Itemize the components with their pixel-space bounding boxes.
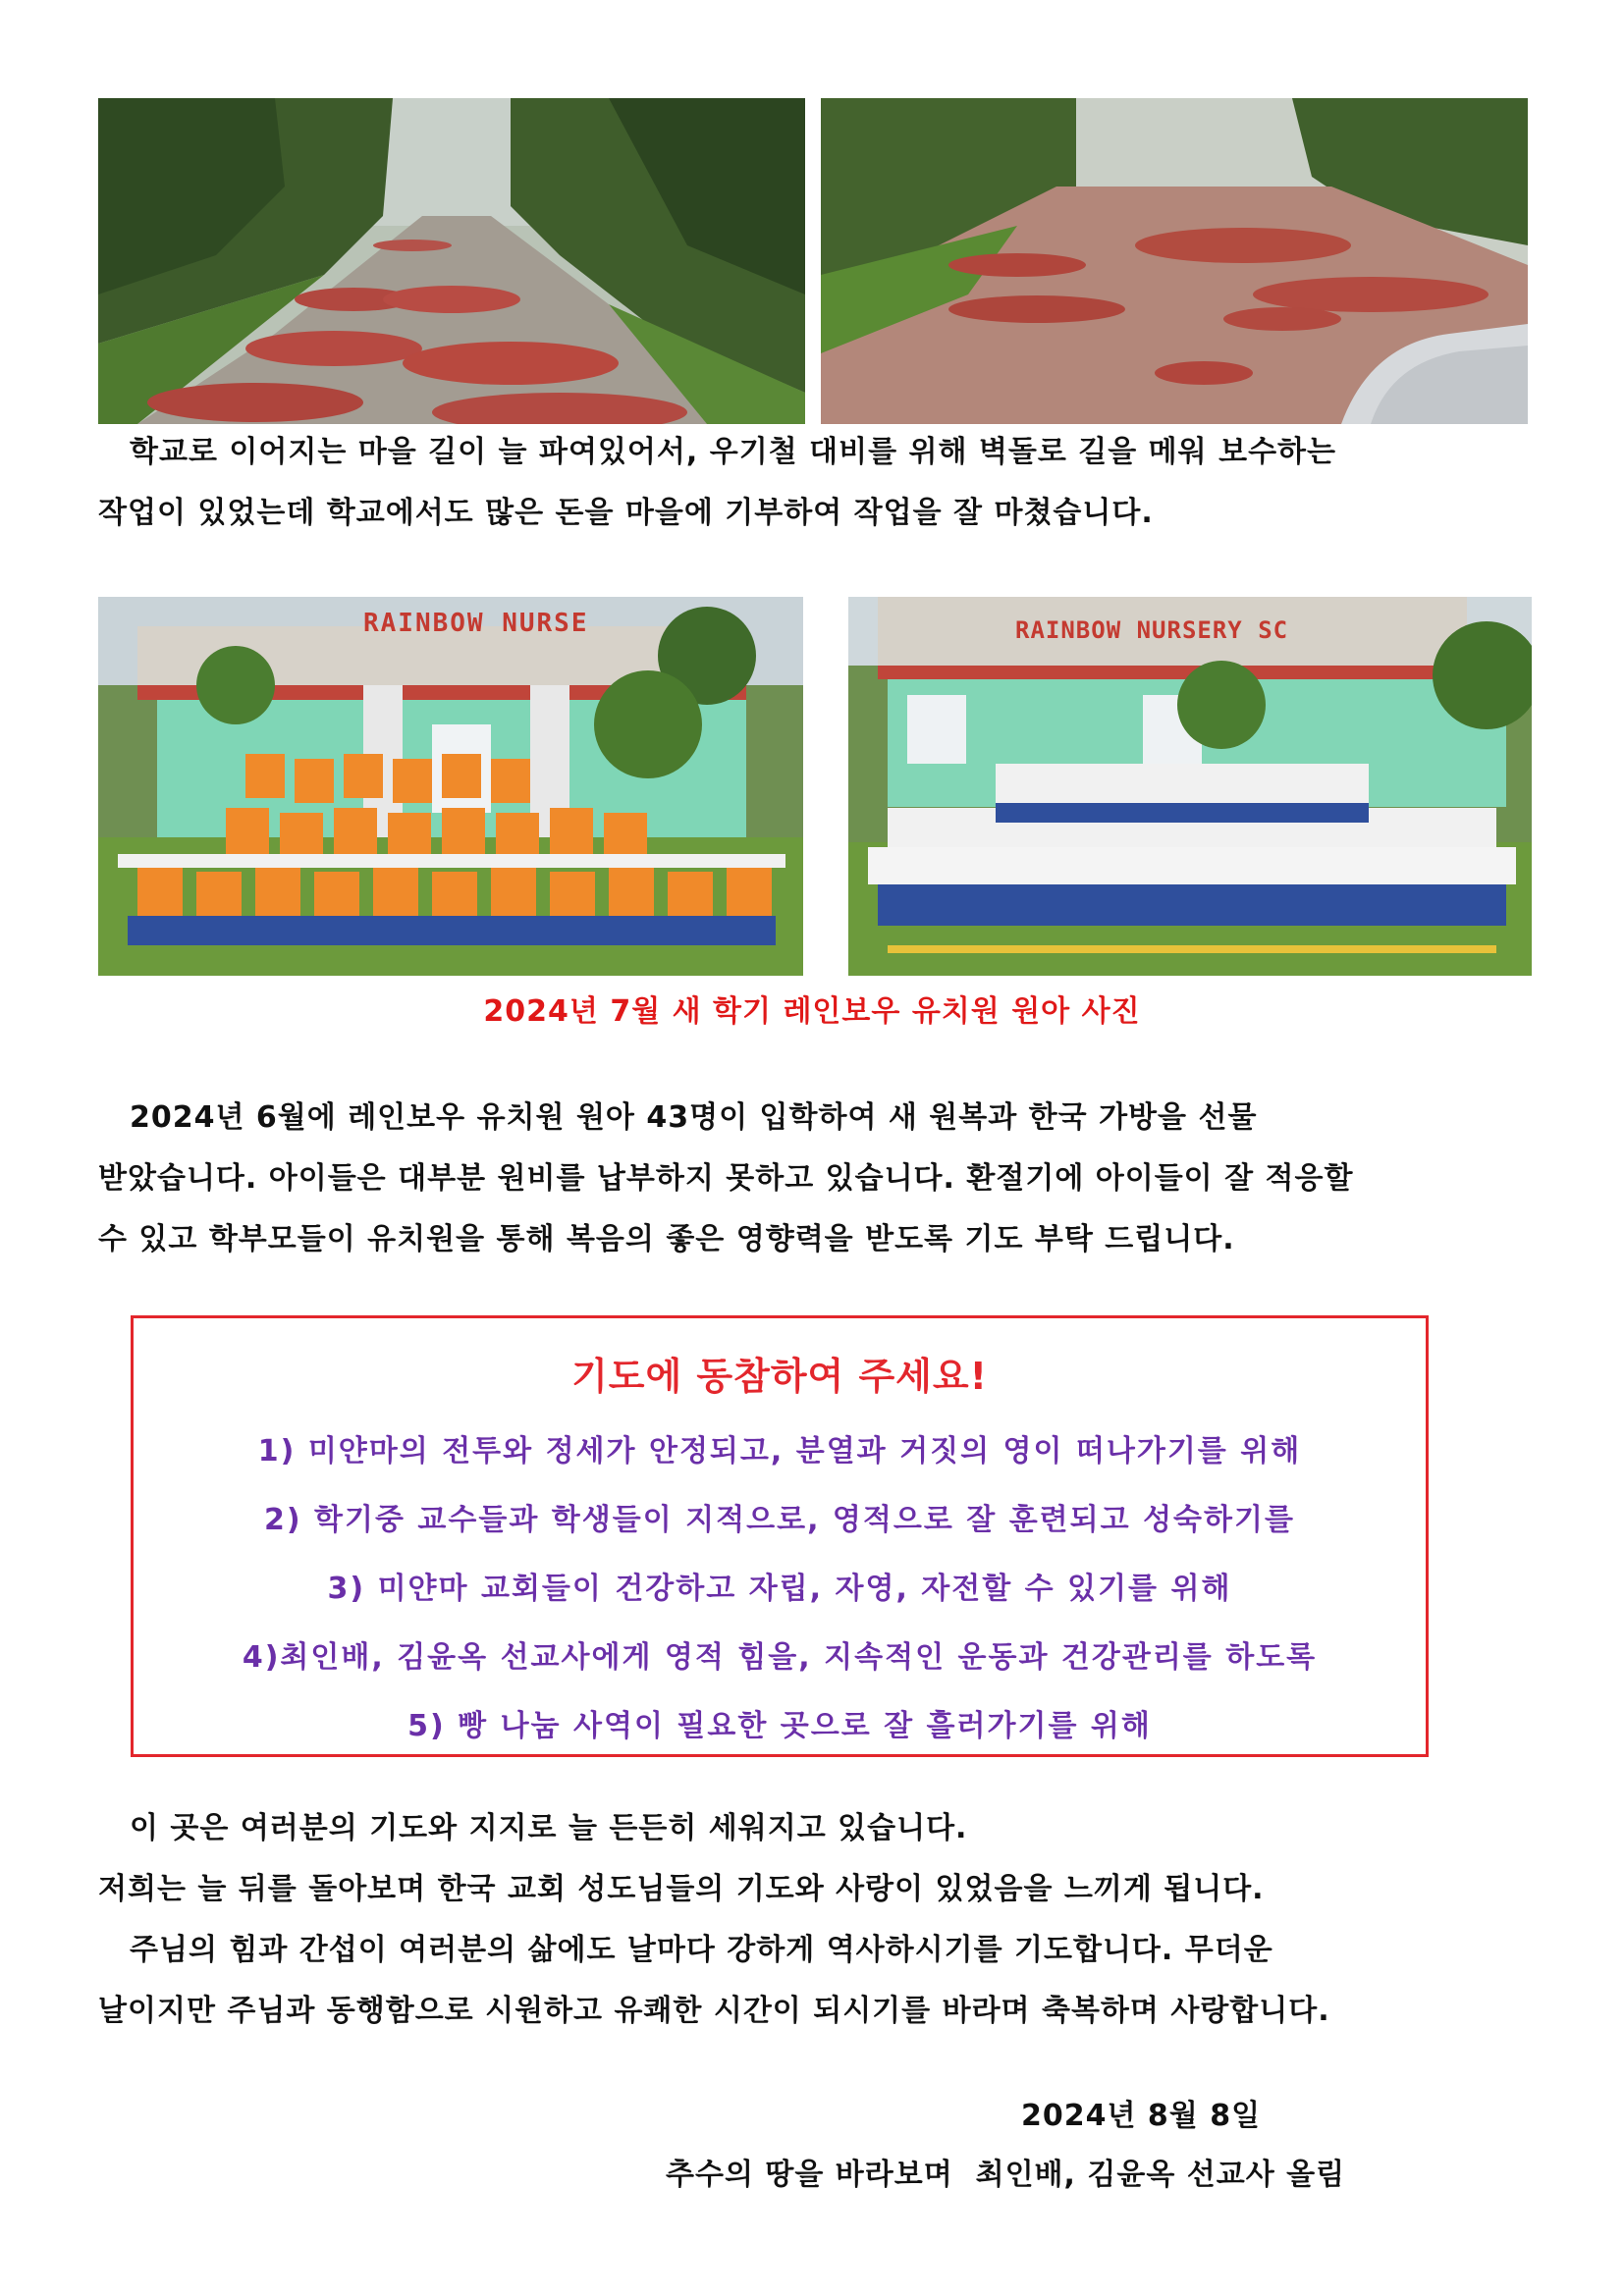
photo-caption: 2024년 7월 새 학기 레인보우 유치원 원아 사진 [483, 994, 1141, 1029]
school-sign-right: RAINBOW NURSERY SC [1015, 616, 1289, 644]
road-photo-left [98, 98, 805, 424]
prayer-item-5: 5) 빵 나눔 사역이 필요한 곳으로 잘 흘러가기를 위해 [407, 1709, 1152, 1743]
closing-paragraph [98, 1798, 1532, 2042]
road-photo-right [821, 98, 1528, 424]
prayer-request-box [131, 1315, 1429, 1757]
closing-line-2: 저희는 늘 뒤를 돌아보며 한국 교회 성도님들의 기도와 사랑이 있었음을 느끼게 됩니다. [98, 1872, 1265, 1906]
closing-line-4: 날이지만 주님과 동행함으로 시원하고 유쾌한 시간이 되시기를 바라며 축복하며 사랑합니다. [98, 1994, 1330, 2028]
closing-line-1: 이 곳은 여러분의 기도와 지지로 늘 든든히 세워지고 있습니다. [130, 1811, 968, 1845]
letter-signature: 추수의 땅을 바라보며 최인배, 김윤옥 선교사 올림 [666, 2158, 1346, 2192]
kindergarten-paragraph-line-1: 2024년 6월에 레인보우 유치원 원아 43명이 입학하여 새 원복과 한국 가방을 선물 [130, 1100, 1258, 1135]
prayer-item-2: 2) 학기중 교수들과 학생들이 지적으로, 영적으로 잘 훈련되고 성숙하기를 [264, 1503, 1295, 1537]
kindergarten-paragraph [98, 1088, 1532, 1270]
prayer-item-4: 4)최인배, 김윤옥 선교사에게 영적 힘을, 지속적인 운동과 건강관리를 하도록 [242, 1640, 1318, 1675]
road-paragraph-line-1: 학교로 이어지는 마을 길이 늘 파여있어서, 우기철 대비를 위해 벽돌로 길을 메워 보수하는 [130, 435, 1337, 469]
road-paragraph-line-2: 작업이 있었는데 학교에서도 많은 돈을 마을에 기부하여 작업을 잘 마쳤습니다. [98, 496, 1154, 530]
prayer-item-3: 3) 미얀마 교회들이 건강하고 자립, 자영, 자전할 수 있기를 위해 [327, 1572, 1232, 1606]
kindergarten-paragraph-line-2: 받았습니다. 아이들은 대부분 원비를 납부하지 못하고 있습니다. 환절기에 아이들이 잘 적응할 [98, 1161, 1354, 1196]
school-sign-left: RAINBOW NURSE [363, 609, 589, 638]
letter-date: 2024년 8월 8일 [1021, 2099, 1262, 2133]
school-photo-children [848, 597, 1532, 976]
road-repair-paragraph [98, 422, 1532, 544]
closing-line-3: 주님의 힘과 간섭이 여러분의 삶에도 날마다 강하게 역사하시기를 기도합니다. 무더운 [130, 1933, 1273, 1967]
school-photo-bags [98, 597, 803, 976]
prayer-item-1: 1) 미얀마의 전투와 정세가 안정되고, 분열과 거짓의 영이 떠나가기를 위해 [257, 1434, 1302, 1468]
kindergarten-paragraph-line-3: 수 있고 학부모들이 유치원을 통해 복음의 좋은 영향력을 받도록 기도 부탁 드립니다. [98, 1222, 1235, 1256]
prayer-box-title: 기도에 동참하여 주세요! [571, 1355, 988, 1398]
